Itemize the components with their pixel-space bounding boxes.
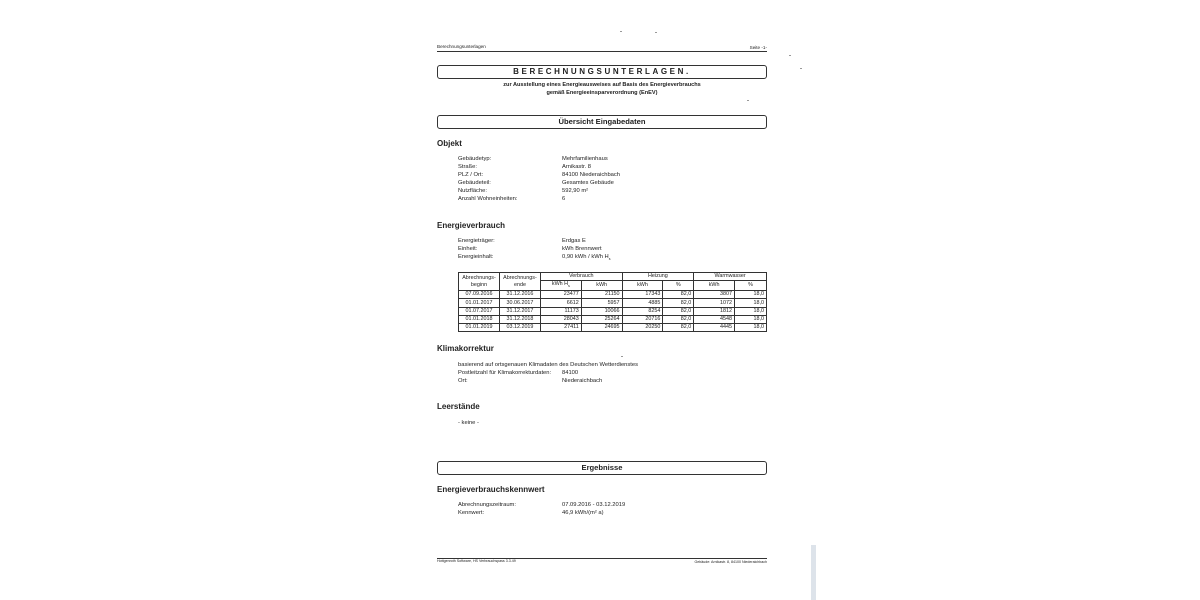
title-subline-1: zur Ausstellung eines Energieausweises auf Basis des Energieverbrauchs: [503, 82, 701, 88]
scan-speck: [621, 356, 623, 357]
overview-box: Übersicht Eingabedaten: [437, 115, 767, 129]
unit-percent: %: [663, 281, 694, 291]
scrollbar[interactable]: [811, 545, 816, 600]
scan-speck: [789, 55, 791, 56]
col-header-heizung: Heizung: [622, 273, 694, 281]
kennwert-row: Abrechnungszeitraum: 07.09.2016 - 03.12.2019: [458, 502, 626, 508]
klima-line: basierend auf ortsgenauen Klimadaten des Deutschen Wetterdienstes: [458, 362, 639, 368]
scan-speck: [747, 100, 749, 101]
header-left: Berechnungsunterlagen: [437, 44, 486, 49]
document-page: [437, 0, 767, 600]
energie-row: Energieinhalt: 0,90 kWh / kWh $H_s$: [458, 254, 611, 262]
footer-right: Gebäude: Arnikastr. 8, 84100 Niederaichbach: [694, 560, 767, 564]
unit-kwh: kWh: [694, 281, 735, 291]
unit-percent: %: [735, 281, 767, 291]
energie-row: Energieträger: Erdgas E: [458, 238, 586, 244]
klima-row: Ort: Niederaichbach: [458, 378, 603, 385]
objekt-row: PLZ / Ort: 84100 Niederaichbach: [458, 172, 621, 179]
objekt-row: Anzahl Wohneinheiten: 6: [458, 196, 566, 203]
consumption-table: [458, 272, 767, 332]
objekt-heading: Objekt: [437, 139, 462, 148]
header-page-number: Seite -1-: [749, 45, 767, 50]
table-header-row: [459, 273, 767, 281]
unit-kwh: kWh: [581, 281, 622, 291]
leerstaende-value: - keine -: [458, 420, 479, 426]
table-row: 01.01.2017 30.06.2017 6612 5957 4885 82,0 1072 18,0: [459, 299, 767, 307]
col-header-ende: Abrechnungs- ende: [499, 273, 540, 291]
energie-list: [458, 237, 758, 263]
results-box: Ergebnisse: [437, 461, 767, 475]
scan-speck: [800, 68, 802, 69]
header-rule: [437, 51, 767, 52]
objekt-list: [458, 155, 758, 204]
objekt-row: Nutzfläche: 592,90 m²: [458, 188, 589, 195]
title-box: BERECHNUNGSUNTERLAGEN.: [437, 65, 767, 79]
scan-speck: [655, 32, 657, 33]
col-header-warmwasser: Warmwasser: [694, 273, 767, 281]
energie-row: Einheit: kWh Brennwert: [458, 246, 602, 253]
kennwert-row: Kennwert: 46,9 kWh/(m² a): [458, 510, 604, 517]
col-header-beginn: Abrechnungs- beginn: [459, 273, 500, 291]
leerstaende-heading: Leerstände: [437, 402, 480, 411]
klima-list: [458, 361, 758, 385]
objekt-row: Straße: Arnikastr. 8: [458, 164, 591, 171]
kennwert-heading: Energieverbrauchskennwert: [437, 485, 545, 494]
kennwert-list: [458, 501, 758, 517]
klima-row: Postleitzahl für Klimakorrekturdaten: 84100: [458, 370, 579, 377]
col-header-verbrauch: Verbrauch: [540, 273, 622, 281]
table-row: 01.01.2019 03.12.2019 27411 24695 20250 82,0 4445 18,0: [459, 324, 767, 332]
energieverbrauch-heading: Energieverbrauch: [437, 221, 506, 230]
footer-left: Hottgenroth Software, HS Verbrauchspass 3.3.49: [437, 559, 516, 563]
klimakorrektur-heading: Klimakorrektur: [437, 344, 494, 353]
objekt-row: Gebäudetyp: Mehrfamilienhaus: [458, 156, 608, 162]
table-row: 07.09.2016 31.12.2016 23477 21150 17343 82,0 3807 18,0: [459, 291, 767, 299]
objekt-row: Gebäudeteil: Gesamtes Gebäude: [458, 180, 614, 187]
scan-speck: [620, 31, 622, 32]
unit-kwh-hs: kWh $H_s$: [540, 281, 581, 291]
table-row: 01.07.2017 31.12.2017 11173 10066 8254 82,0 1812 18,0: [459, 307, 767, 315]
unit-kwh: kWh: [622, 281, 663, 291]
table-row: 01.01.2018 31.12.2018 28043 25264 20716 82,0 4548 18,0: [459, 315, 767, 323]
title-subline-2: gemäß Energieeinsparverordnung (EnEV): [546, 90, 658, 96]
